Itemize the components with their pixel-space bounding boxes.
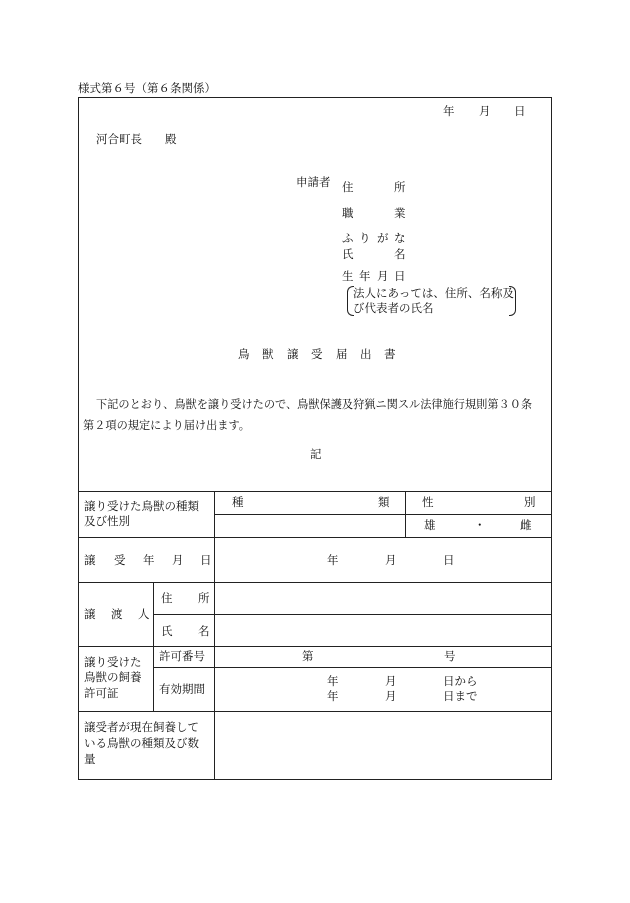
sex-header-char-1: 性 bbox=[422, 495, 434, 509]
title-char-2: 獣 bbox=[262, 347, 274, 361]
body-line-2: 第２項の規定により届け出ます。 bbox=[83, 419, 250, 432]
applicant-furigana-char-3: が bbox=[377, 231, 389, 245]
transferor-address-char-2: 所 bbox=[198, 591, 210, 605]
applicant-birth-char-2: 年 bbox=[359, 269, 371, 283]
sublabel-column-line bbox=[153, 582, 154, 711]
applicant-birth-char-3: 月 bbox=[377, 269, 389, 283]
transfer-date-month: 月 bbox=[385, 553, 397, 567]
validity-to-year: 年 bbox=[327, 689, 339, 703]
title-char-3: 譲 bbox=[287, 347, 299, 361]
transfer-date-day: 日 bbox=[443, 553, 455, 567]
validity-from-year: 年 bbox=[327, 674, 339, 688]
permit-label-line-3: 許可証 bbox=[84, 686, 119, 700]
date-year-label: 年 bbox=[443, 104, 455, 118]
species-sex-label-line-1: 譲り受けた鳥獣の種類 bbox=[84, 499, 199, 513]
row-line-2 bbox=[78, 582, 552, 583]
validity-label: 有効期間 bbox=[159, 682, 205, 696]
applicant-name-char-2: 名 bbox=[394, 247, 406, 261]
corp-note-line-2: び代表者の氏名 bbox=[353, 301, 434, 315]
species-sex-divider bbox=[405, 491, 406, 537]
addressee: 河合町長 殿 bbox=[96, 132, 177, 146]
applicant-furigana-char-4: な bbox=[394, 231, 406, 245]
applicant-name-char-1: 氏 bbox=[342, 247, 354, 261]
row-line-1 bbox=[78, 537, 552, 538]
label-column-line bbox=[214, 491, 215, 780]
species-sex-label-line-2: 及び性別 bbox=[84, 514, 130, 528]
permit-mid-line bbox=[153, 667, 552, 668]
transferor-label-char-2: 渡 bbox=[111, 607, 123, 621]
species-header-line bbox=[214, 514, 552, 515]
transfer-date-label-char-3: 年 bbox=[143, 553, 155, 567]
transfer-date-label-char-4: 月 bbox=[172, 553, 184, 567]
option-separator: ・ bbox=[474, 518, 486, 532]
applicant-birth-char-1: 生 bbox=[342, 269, 354, 283]
applicant-label: 申請者 bbox=[296, 175, 331, 189]
validity-to-month: 月 bbox=[385, 689, 397, 703]
date-day-label: 日 bbox=[514, 104, 526, 118]
applicant-occupation-char-2: 業 bbox=[394, 206, 406, 220]
form-label: 様式第６号（第６条関係） bbox=[78, 81, 216, 95]
validity-from-day: 日から bbox=[443, 674, 478, 688]
permit-label-line-2: 鳥獣の飼養 bbox=[84, 670, 142, 684]
transferor-label-char-3: 人 bbox=[138, 607, 150, 621]
transferor-name-char-1: 氏 bbox=[161, 624, 173, 638]
species-header-char-1: 種 bbox=[232, 495, 244, 509]
applicant-occupation-char-1: 職 bbox=[342, 206, 354, 220]
validity-to-day: 日まで bbox=[443, 689, 478, 703]
applicant-birth-char-4: 日 bbox=[394, 269, 406, 283]
species-header-char-2: 類 bbox=[378, 495, 390, 509]
row-line-3 bbox=[78, 646, 552, 647]
title-char-5: 届 bbox=[336, 347, 348, 361]
applicant-furigana-char-2: り bbox=[359, 231, 371, 245]
transfer-date-label-char-2: 受 bbox=[114, 553, 126, 567]
title-char-7: 書 bbox=[384, 347, 396, 361]
applicant-furigana-char-1: ふ bbox=[342, 231, 354, 245]
transfer-date-label-char-1: 譲 bbox=[84, 553, 96, 567]
validity-from-month: 月 bbox=[385, 674, 397, 688]
table-top-line bbox=[78, 491, 552, 492]
transferor-label-char-1: 譲 bbox=[84, 607, 96, 621]
female-option: 雌 bbox=[520, 518, 532, 532]
applicant-address-char-2: 所 bbox=[394, 180, 406, 194]
form-frame bbox=[78, 97, 552, 780]
permit-number-label: 許可番号 bbox=[159, 649, 205, 663]
applicant-address-char-1: 住 bbox=[342, 180, 354, 194]
body-line-1: 下記のとおり、鳥獣を譲り受けたので、鳥獣保護及狩猟ニ関スル法律施行規則第３０条 bbox=[96, 398, 533, 411]
row-line-4 bbox=[78, 711, 552, 712]
corp-note-line-1: 法人にあっては、住所、名称及 bbox=[353, 286, 514, 300]
permit-label-line-1: 譲り受けた bbox=[84, 655, 142, 669]
transferor-address-char-1: 住 bbox=[161, 591, 173, 605]
transfer-date-label-char-5: 日 bbox=[200, 553, 212, 567]
title-char-6: 出 bbox=[360, 347, 372, 361]
title-char-1: 鳥 bbox=[238, 347, 250, 361]
sex-header-char-2: 別 bbox=[524, 495, 536, 509]
current-label-line-3: 量 bbox=[84, 752, 96, 766]
transfer-date-year: 年 bbox=[327, 553, 339, 567]
ki-mark: 記 bbox=[310, 447, 322, 461]
date-month-label: 月 bbox=[479, 104, 491, 118]
current-label-line-1: 譲受者が現在飼養して bbox=[84, 720, 199, 734]
transferor-name-char-2: 名 bbox=[198, 624, 210, 638]
permit-number-go: 号 bbox=[444, 649, 456, 663]
title-char-4: 受 bbox=[311, 347, 323, 361]
transferor-mid-line bbox=[153, 614, 552, 615]
male-option: 雄 bbox=[424, 518, 436, 532]
permit-number-dai: 第 bbox=[302, 649, 314, 663]
current-label-line-2: いる鳥獣の種類及び数 bbox=[84, 736, 199, 750]
